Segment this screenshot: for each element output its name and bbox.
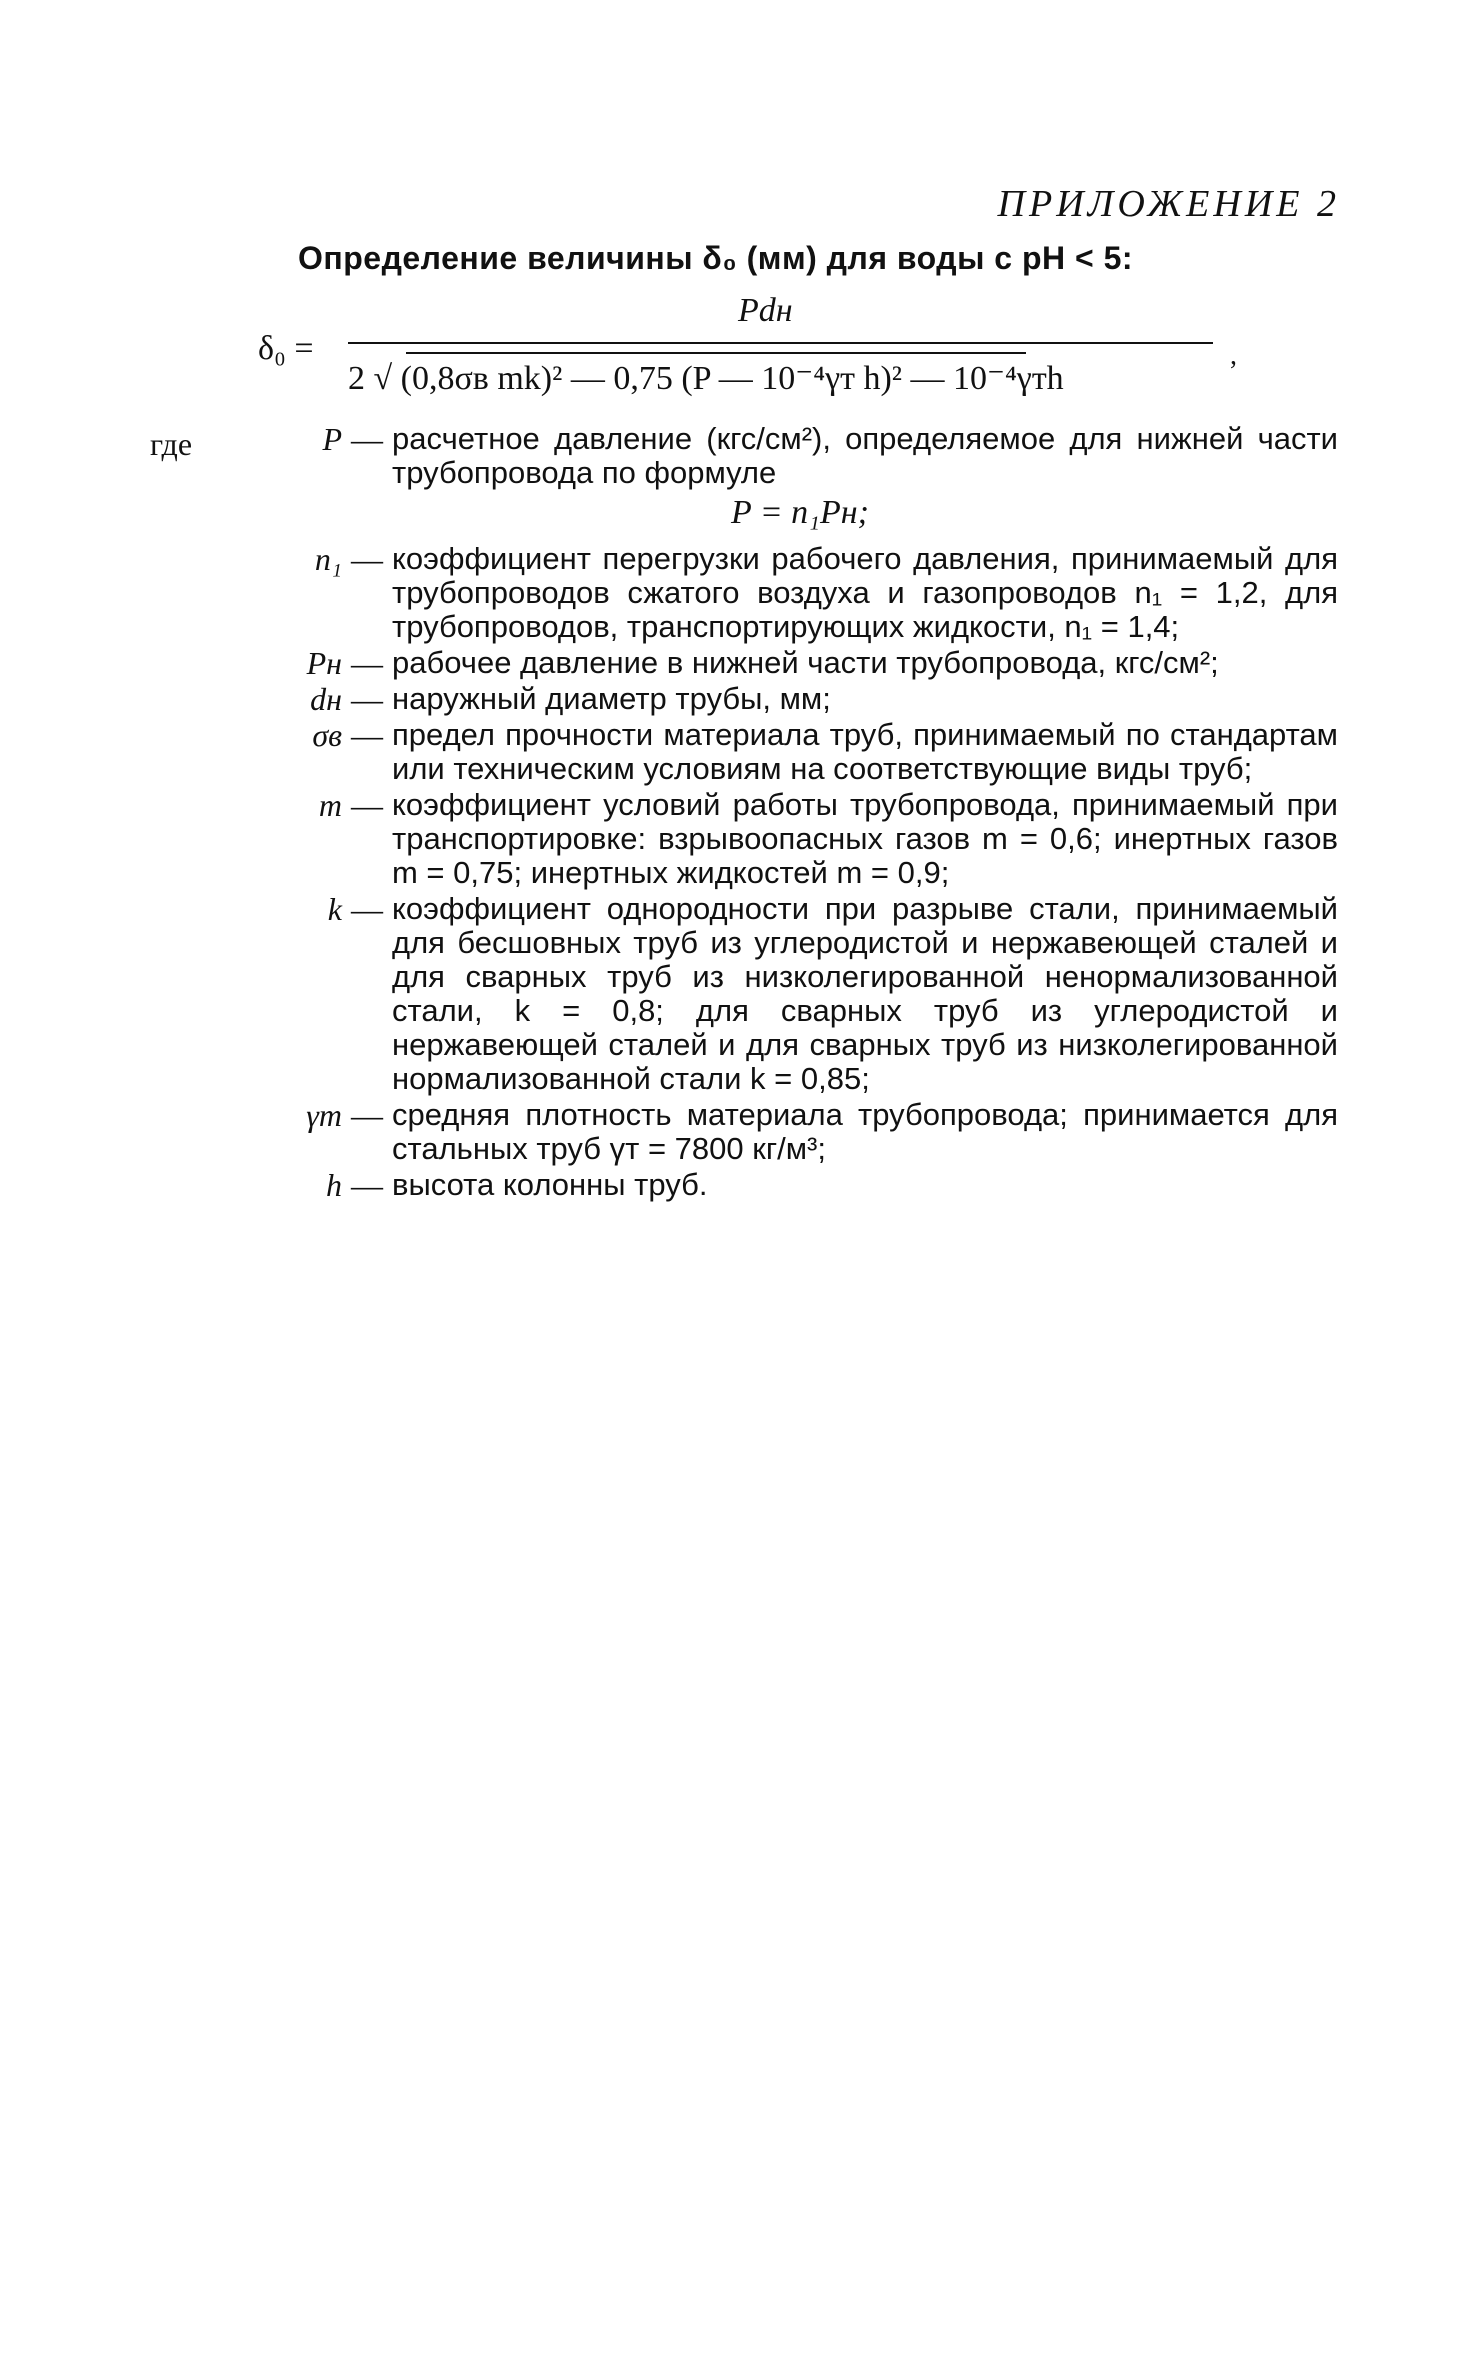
definition-text: коэффициент перегрузки рабочего давления, принимаемый для трубопроводов сжатого воздуха и газопроводов n₁ = 1,2, для трубопроводов, транспортирующих жидкости, n₁ = 1,4;	[392, 541, 1338, 644]
definition-item	[240, 422, 1340, 490]
formula-comma: ,	[1230, 340, 1237, 371]
formula-numerator: Pdн	[738, 292, 793, 329]
definition-dash: —	[351, 787, 383, 823]
definition-dash: —	[351, 541, 383, 577]
definition-symbol: P	[322, 421, 342, 457]
definition-dash: —	[351, 1167, 383, 1203]
definition-text: предел прочности материала труб, принимаемый по стандартам или техническим условиям на соответствующие виды труб;	[392, 717, 1338, 786]
definition-text: коэффициент однородности при разрыве стали, принимаемый для бесшовных труб из углеродистой и нержавеющей сталей и для сварных труб из низколегированной ненормализованной стали, k = 0,8; для сварных труб из углеродистой и нержавеющей сталей и для сварных труб из низколегированной нормализованной стали k = 0,85;	[392, 891, 1338, 1096]
definition-item	[240, 1168, 1340, 1202]
definition-item	[240, 682, 1340, 716]
definition-text: рабочее давление в нижней части трубопровода, кгс/см²;	[392, 645, 1219, 680]
definition-dash: —	[351, 717, 383, 753]
definition-symbol: σв	[312, 717, 342, 753]
definition-item	[240, 892, 1340, 1096]
definition-symbol: h	[326, 1167, 342, 1203]
definition-dash: —	[351, 681, 383, 717]
definition-symbol: k	[327, 891, 342, 927]
definition-item	[240, 1098, 1340, 1166]
definition-item	[240, 646, 1340, 680]
definition-dash: —	[351, 891, 383, 927]
definition-item	[240, 542, 1340, 644]
definition-text: расчетное давление (кгс/см²), определяемое для нижней части трубопровода по формуле	[392, 421, 1338, 490]
definition-symbol: m	[318, 787, 342, 823]
formula-denominator: 2 √ (0,8σв mk)² — 0,75 (P — 10⁻⁴γт h)² — 10⁻⁴γтh	[348, 360, 1064, 397]
radical-overline	[406, 352, 1026, 354]
section-heading: Определение величины δ₀ (мм) для воды с pH < 5:	[298, 240, 1134, 276]
fraction-bar	[348, 342, 1213, 344]
definition-item	[240, 718, 1340, 786]
definition-symbol: n₁	[314, 541, 342, 577]
definition-symbol: γт	[306, 1097, 342, 1133]
main-formula	[258, 290, 1258, 430]
appendix-title: ПРИЛОЖЕНИЕ 2	[997, 183, 1340, 225]
definition-text: высота колонны труб.	[392, 1167, 708, 1202]
definition-dash: —	[351, 421, 383, 457]
definition-text: средняя плотность материала трубопровода; принимается для стальных труб γт = 7800 кг/м³;	[392, 1097, 1338, 1166]
definition-dash: —	[351, 1097, 383, 1133]
definitions-list	[240, 422, 1340, 1204]
definition-item	[240, 788, 1340, 890]
definition-text: наружный диаметр трубы, мм;	[392, 681, 831, 716]
definition-text: коэффициент условий работы трубопровода, принимаемый при транспортировке: взрывоопасных газов m = 0,6; инертных газов m = 0,75; инертных жидкостей m = 0,9;	[392, 787, 1338, 890]
inline-formula: P = n₁Pн;	[731, 494, 869, 531]
definition-dash: —	[351, 645, 383, 681]
definition-symbol: dн	[310, 681, 342, 717]
definition-symbol: Pн	[306, 645, 342, 681]
where-label: где	[150, 426, 193, 462]
formula-lhs: δ₀ =	[258, 330, 314, 367]
